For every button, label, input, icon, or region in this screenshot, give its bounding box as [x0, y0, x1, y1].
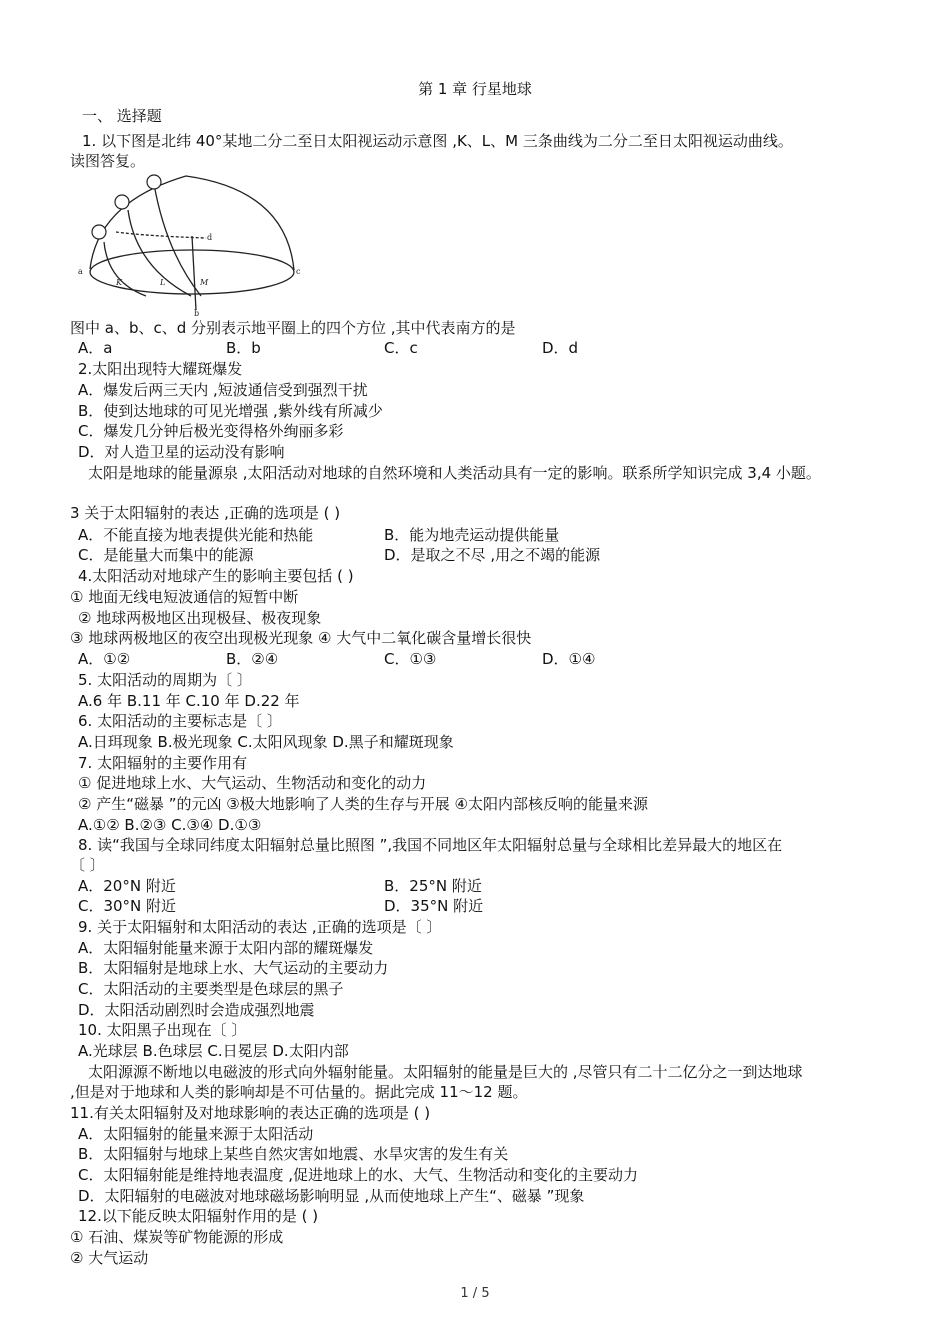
- sun-path-k: [104, 242, 146, 296]
- q3-stem: 3 关于太阳辐射的表达 ,正确的选项是 ( ): [70, 504, 341, 522]
- q2-option-d: D．对人造卫星的运动没有影响: [78, 443, 285, 461]
- q7-stem: 7. 太阳辐射的主要作用有: [78, 754, 248, 772]
- label-k: K: [116, 278, 122, 287]
- q2-stem: 2.太阳出现特大耀斑爆发: [78, 360, 243, 378]
- intro-11-12-line2: ,但是对于地球和人类的影响却是不可估量的。据此完成 11～12 题。: [70, 1083, 528, 1101]
- q3-option-c: C．是能量大而集中的能源: [78, 546, 254, 564]
- q4-option-c: C．①③: [384, 650, 437, 668]
- q12-stem: 12.以下能反映太阳辐射作用的是 ( ): [78, 1207, 319, 1225]
- q1-option-a: A．a: [78, 339, 113, 357]
- q4-option-d: D．①④: [542, 650, 596, 668]
- horizon-ellipse: [90, 250, 294, 294]
- q8-option-d: D．35°N 附近: [384, 897, 484, 915]
- q4-option-b: B．②④: [226, 650, 279, 668]
- q11-option-b: B．太阳辐射与地球上某些自然灾害如地震、水旱灾害的发生有关: [78, 1145, 509, 1163]
- q6-options: A.日珥现象 B.极光现象 C.太阳风现象 D.黑子和耀斑现象: [78, 733, 454, 751]
- label-c: c: [296, 267, 301, 276]
- q11-option-a: A．太阳辐射的能量来源于太阳活动: [78, 1125, 314, 1143]
- q1-option-c: C．c: [384, 339, 418, 357]
- q1-line1: 1. 以下图是北纬 40°某地二分二至日太阳视运动示意图 ,K、L、M 三条曲线为二分二至日太阳视运动曲线。: [82, 132, 793, 150]
- label-a: a: [78, 267, 83, 276]
- q4-item-2: ② 地球两极地区出现极昼、极夜现象: [78, 609, 322, 627]
- sun-position-winter: [92, 225, 106, 239]
- q3-option-b: B．能为地壳运动提供能量: [384, 526, 560, 544]
- q4-stem: 4.太阳活动对地球产生的影响主要包括 ( ): [78, 567, 354, 585]
- q9-option-a: A．太阳辐射能量来源于太阳内部的耀斑爆发: [78, 939, 374, 957]
- q7-item-1: ① 促进地球上水、大气运动、生物活动和变化的动力: [78, 774, 427, 792]
- q8-option-a: A．20°N 附近: [78, 877, 176, 895]
- q12-item-2: ② 大气运动: [70, 1249, 149, 1267]
- meridian-line: [192, 236, 196, 310]
- dashed-path: [116, 232, 206, 238]
- q7-item-2: ② 产生“磁暴 ”的元凶 ③极大地影响了人类的生存与开展 ④太阳内部核反响的能量来源: [78, 795, 648, 813]
- label-m: M: [200, 278, 209, 287]
- sun-position-summer: [147, 175, 161, 189]
- q11-option-c: C．太阳辐射能是维持地表温度 ,促进地球上的水、大气、生物活动和变化的主要动力: [78, 1166, 639, 1184]
- q2-option-c: C．爆发几分钟后极光变得格外绚丽多彩: [78, 422, 344, 440]
- q4-item-1: ① 地面无线电短波通信的短暂中断: [70, 588, 299, 606]
- q3-option-d: D．是取之不尽 ,用之不竭的能源: [384, 546, 601, 564]
- q1-option-d: D．d: [542, 339, 579, 357]
- intro-3-4: 太阳是地球的能量源泉 ,太阳活动对地球的自然环境和人类活动具有一定的影响。联系所学知识完成 3,4 小题。: [88, 464, 821, 482]
- q11-stem: 11.有关太阳辐射及对地球影响的表达正确的选项是 ( ): [70, 1104, 431, 1122]
- q1-line2: 读图答复。: [70, 152, 146, 170]
- q10-options: A.光球层 B.色球层 C.日冕层 D.太阳内部: [78, 1042, 349, 1060]
- label-b: b: [194, 309, 200, 318]
- sun-position-equinox: [115, 195, 129, 209]
- q12-item-1: ① 石油、煤炭等矿物能源的形成: [70, 1228, 284, 1246]
- q11-option-d: D．太阳辐射的电磁波对地球磁场影响明显 ,从而使地球上产生“、磁暴 ”现象: [78, 1187, 585, 1205]
- section-heading: 一、 选择题: [82, 107, 162, 125]
- q9-option-d: D．太阳活动剧烈时会造成强烈地震: [78, 1001, 315, 1019]
- q8-line2: 〔 〕: [70, 856, 105, 874]
- q2-option-a: A．爆发后两三天内 ,短波通信受到强烈干扰: [78, 381, 368, 399]
- q1-stem: 图中 a、b、c、d 分别表示地平圈上的四个方位 ,其中代表南方的是: [70, 319, 516, 337]
- label-l: L: [160, 278, 166, 287]
- page-title: 第 1 章 行星地球: [418, 80, 532, 98]
- q1-option-b: B．b: [226, 339, 261, 357]
- q2-option-b: B．使到达地球的可见光增强 ,紫外线有所减少: [78, 402, 383, 420]
- q9-stem: 9. 关于太阳辐射和太阳活动的表达 ,正确的选项是〔 〕: [78, 918, 442, 936]
- q7-options: A.①② B.②③ C.③④ D.①③: [78, 816, 262, 834]
- q4-option-a: A．①②: [78, 650, 131, 668]
- intro-11-12-line1: 太阳源源不断地以电磁波的形式向外辐射能量。太阳辐射的能量是巨大的 ,尽管只有二十二亿分之一到达地球: [88, 1063, 803, 1081]
- q10-stem: 10. 太阳黑子出现在〔 〕: [78, 1021, 247, 1039]
- label-d: d: [207, 233, 213, 242]
- q5-stem: 5. 太阳活动的周期为〔 〕: [78, 671, 252, 689]
- page-number: 1 / 5: [460, 1286, 490, 1301]
- q5-options: A.6 年 B.11 年 C.10 年 D.22 年: [78, 692, 300, 710]
- q3-option-a: A．不能直接为地表提供光能和热能: [78, 526, 314, 544]
- sun-path-diagram: [76, 172, 308, 318]
- q8-option-c: C．30°N 附近: [78, 897, 177, 915]
- q4-item-3: ③ 地球两极地区的夜空出现极光现象 ④ 大气中二氧化碳含量增长很快: [70, 629, 532, 647]
- q8-line1: 8. 读“我国与全球同纬度太阳辐射总量比照图 ”,我国不同地区年太阳辐射总量与全球相比差异最大的地区在: [78, 836, 783, 854]
- q6-stem: 6. 太阳活动的主要标志是〔 〕: [78, 712, 282, 730]
- q8-option-b: B．25°N 附近: [384, 877, 482, 895]
- q9-option-c: C．太阳活动的主要类型是色球层的黑子: [78, 980, 344, 998]
- q9-option-b: B．太阳辐射是地球上水、大气运动的主要动力: [78, 959, 389, 977]
